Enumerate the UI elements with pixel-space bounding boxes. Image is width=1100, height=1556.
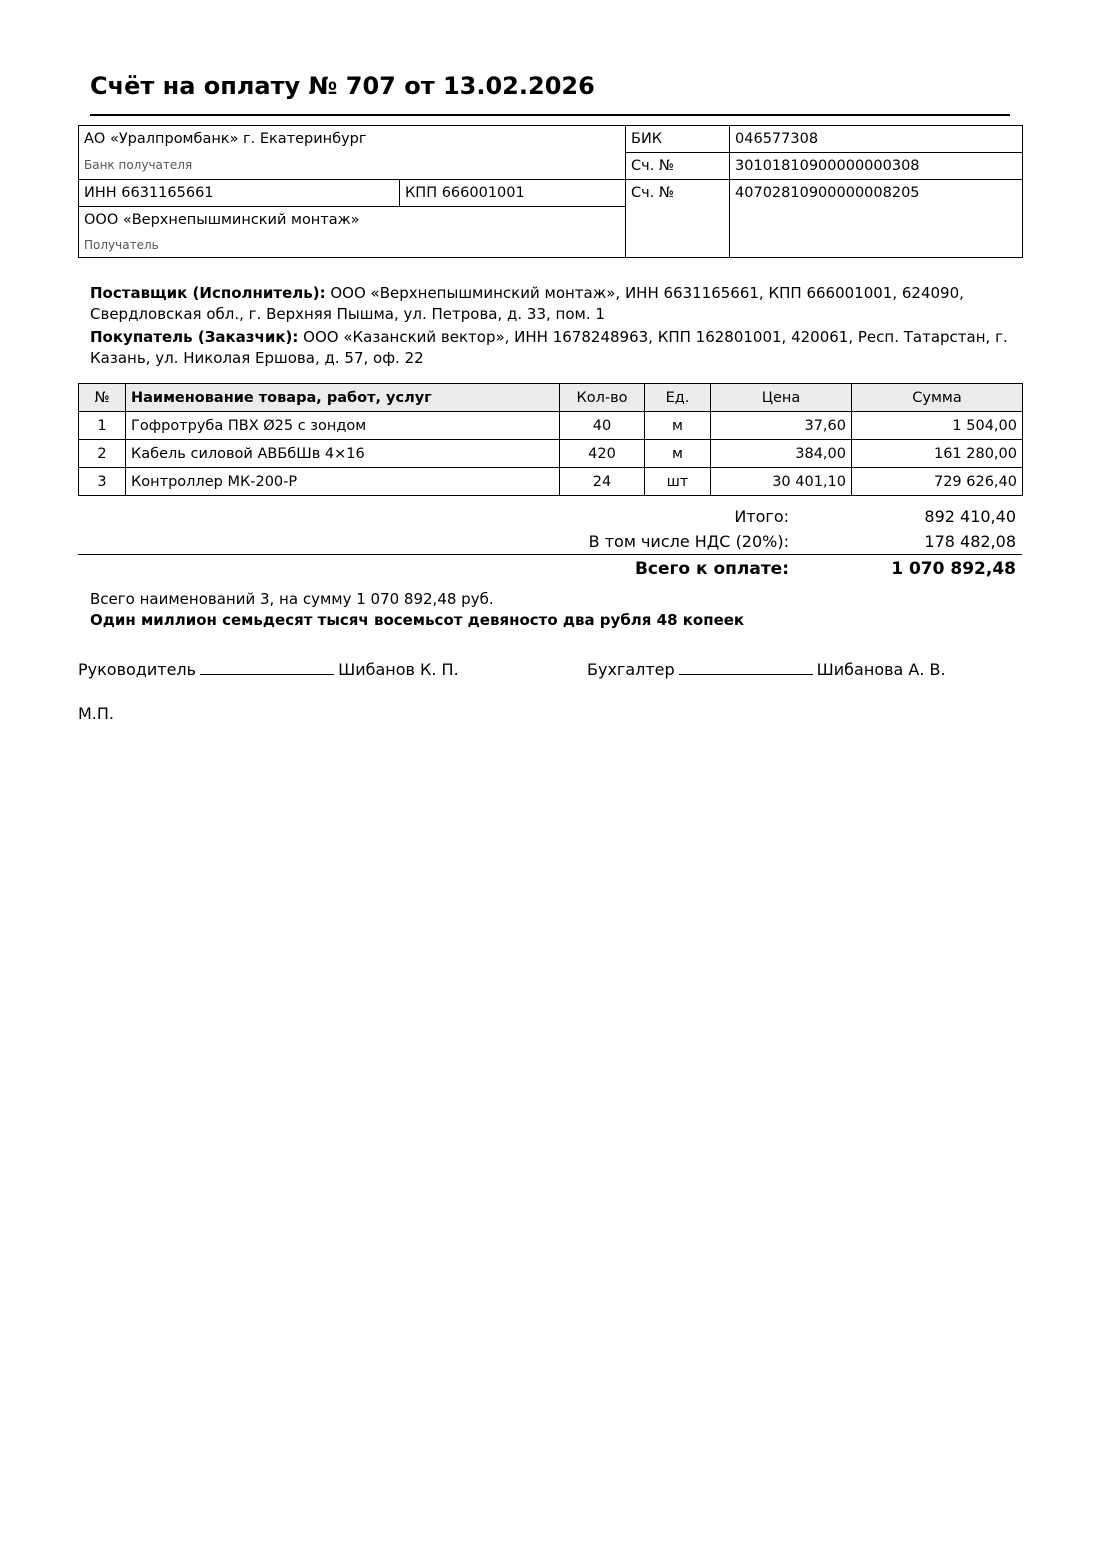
- vat-label: В том числе НДС (20%):: [588, 532, 789, 551]
- totals-table: [78, 504, 1022, 581]
- row-price: 30 401,10: [711, 468, 852, 496]
- head-signature: [78, 660, 459, 679]
- row-quantity: 40: [560, 412, 645, 440]
- title-divider: [90, 114, 1010, 116]
- accountant-signature: [587, 660, 946, 679]
- head-label: Руководитель: [78, 660, 197, 679]
- accountant-signature-line: [679, 660, 813, 675]
- recipient-name: ООО «Верхнепышминский монтаж»: [79, 207, 626, 234]
- recipient-caption: Получатель: [79, 233, 626, 258]
- vat-row: [78, 529, 1022, 555]
- row-unit: шт: [645, 468, 711, 496]
- row-price: 384,00: [711, 440, 852, 468]
- head-signature-line: [200, 660, 334, 675]
- subtotal-row: [78, 504, 1022, 529]
- head-name: Шибанов К. П.: [338, 660, 459, 679]
- col-price: Цена: [711, 384, 852, 412]
- vat-value: 178 482,08: [924, 532, 1016, 551]
- subtotal-value: 892 410,40: [924, 507, 1016, 526]
- corr-account-label: Сч. №: [626, 153, 730, 180]
- buyer-label: Покупатель (Заказчик):: [90, 328, 299, 346]
- row-unit: м: [645, 440, 711, 468]
- row-quantity: 420: [560, 440, 645, 468]
- row-name: Кабель силовой АВБбШв 4×16: [126, 440, 560, 468]
- row-quantity: 24: [560, 468, 645, 496]
- buyer-text: ООО «Казанский вектор», ИНН 1678248963, КПП 162801001, 420061, Респ. Татарстан, г. Казань, ул. Николая Ершова, д. 57, оф. 22: [90, 328, 1008, 367]
- col-unit: Ед.: [645, 384, 711, 412]
- items-count-line: Всего наименований 3, на сумму 1 070 892,48 руб.: [90, 590, 494, 608]
- subtotal-label: Итого:: [734, 507, 789, 526]
- bik-label: БИК: [626, 126, 730, 153]
- row-unit: м: [645, 412, 711, 440]
- row-sum: 1 504,00: [852, 412, 1023, 440]
- table-row: [79, 440, 1023, 468]
- row-name: Контроллер МК-200-Р: [126, 468, 560, 496]
- col-quantity: Кол-во: [560, 384, 645, 412]
- amount-in-words: Один миллион семьдесят тысяч восемьсот девяносто два рубля 48 копеек: [90, 611, 745, 629]
- recipient-kpp: КПП 666001001: [400, 180, 626, 207]
- supplier-line: [90, 283, 1020, 325]
- parties-block: [90, 283, 1020, 371]
- row-sum: 729 626,40: [852, 468, 1023, 496]
- account-label: Сч. №: [626, 180, 730, 258]
- row-sum: 161 280,00: [852, 440, 1023, 468]
- col-sum: Сумма: [852, 384, 1023, 412]
- grand-total-label: Всего к оплате:: [78, 555, 795, 582]
- table-row: [79, 412, 1023, 440]
- row-number: 3: [79, 468, 126, 496]
- row-number: 2: [79, 440, 126, 468]
- summary-block: [90, 589, 1020, 631]
- account-value: 40702810900000008205: [730, 180, 1023, 258]
- items-header-row: [79, 384, 1023, 412]
- bank-name: АО «Уралпромбанк» г. Екатеринбург: [79, 126, 626, 153]
- grand-total-value: 1 070 892,48: [795, 555, 1022, 582]
- row-number: 1: [79, 412, 126, 440]
- invoice-title: Счёт на оплату № 707 от 13.02.2026: [90, 72, 595, 100]
- accountant-label: Бухгалтер: [587, 660, 675, 679]
- grand-total-row: [78, 555, 1022, 582]
- recipient-inn: ИНН 6631165661: [79, 180, 400, 207]
- corr-account-value: 30101810900000000308: [730, 153, 1023, 180]
- buyer-line: [90, 327, 1020, 369]
- row-name: Гофротруба ПВХ Ø25 с зондом: [126, 412, 560, 440]
- supplier-text: ООО «Верхнепышминский монтаж», ИНН 6631165661, КПП 666001001, 624090, Свердловская обл., г. Верхняя Пышма, ул. Петрова, д. 33, пом. 1: [90, 284, 964, 323]
- bank-caption: Банк получателя: [79, 153, 626, 180]
- stamp-place: М.П.: [78, 704, 115, 723]
- items-table: [78, 383, 1023, 496]
- table-row: [79, 468, 1023, 496]
- col-name: Наименование товара, работ, услуг: [126, 384, 560, 412]
- col-number: №: [79, 384, 126, 412]
- bik-value: 046577308: [730, 126, 1023, 153]
- supplier-label: Поставщик (Исполнитель):: [90, 284, 326, 302]
- bank-details-table: [78, 125, 1023, 258]
- accountant-name: Шибанова А. В.: [816, 660, 946, 679]
- row-price: 37,60: [711, 412, 852, 440]
